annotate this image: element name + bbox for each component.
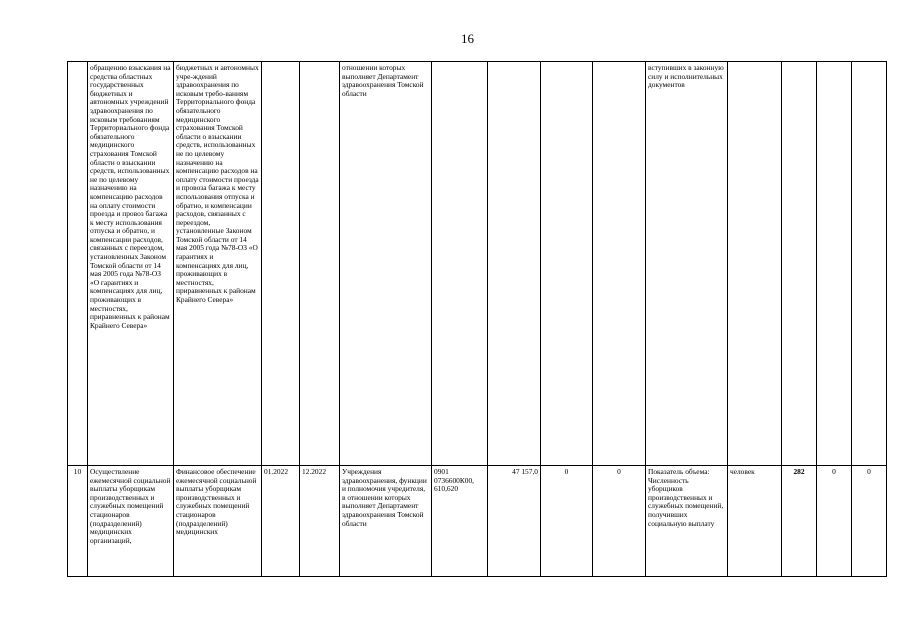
- indicator-cell: вступивших в законную силу и исполнительных документов: [646, 62, 728, 466]
- indicator-2022-cell: 282: [782, 466, 817, 577]
- funding-2022-cell: [488, 62, 541, 466]
- program-table: [67, 61, 887, 577]
- funding-2023-cell: 0: [541, 466, 593, 577]
- indicator-2024-cell: 0: [852, 466, 887, 577]
- funding-2022-cell: 47 157,0: [488, 466, 541, 577]
- unit-cell: [728, 62, 782, 466]
- kbk-cell: 0901 0736600К00, 610,620: [432, 466, 488, 577]
- event-name-cell: Осуществление ежемесячной социальной выплаты уборщикам производственных и служебных помещений стационаров (подразделений) медицинских организаций,: [88, 466, 174, 577]
- funding-2024-cell: 0: [593, 466, 646, 577]
- executor-cell: Учреждения здравоохранения, функции и полномочия учредителя, в отношении которых выполняет Департамент здравоохранения Томской области: [340, 466, 432, 577]
- page-number: 16: [461, 31, 474, 46]
- start-date-cell: 01.2022: [262, 466, 300, 577]
- row-number-cell: 10: [68, 466, 88, 577]
- indicator-cell: Показатель объема: Численность уборщиков производственных и служебных помещений, получивших социальную выплату: [646, 466, 728, 577]
- event-name-cell: обращению взыскания на средства областных государственных бюджетных и автономных учреждений здравоохранения по исковым требованиям Территориального фонда обязательного медицинского страхования Томской области о взыскании средств, использованных не по целевому назначению на компенсацию расходов на оплату стоимости проезда и провоз багажа к месту использования отпуска и обратно, и компенсации расходов, связанных с переездом, установленных Законом Томской области от 14 мая 2005 года №78-ОЗ «О гарантиях и компенсациях для лиц, проживающих в местностях, приравненных к районам Крайнего Севера»: [88, 62, 174, 466]
- event-content-cell: Финансовое обеспечение ежемесячной социальной выплаты уборщикам производственных и служебных помещений стационаров (подразделений) медицинских: [174, 466, 262, 577]
- event-content-cell: бюджетных и автономных учре-ждений здравоохранения по исковым требо-ваниям Территориального фонда обязательного медицинского страхования Томской области о взыскании средств, использованных не по целевому назначению на компенсацию расходов на оплату стоимости проезда и провоза багажа к месту использования отпуска и обратно, и компенсации расходов, связанных с переездом, установленные Законом Томской области от 14 мая 2005 года №78-ОЗ «О гарантиях и компенсациях для лиц, проживающих в местностях, приравненных к районам Крайнего Севера»: [174, 62, 262, 466]
- start-date-cell: [262, 62, 300, 466]
- indicator-2022-cell: [782, 62, 817, 466]
- executor-cell: отношении которых выполняет Департамент здравоохранения Томской области: [340, 62, 432, 466]
- table-row: [68, 466, 887, 577]
- row-number-cell: [68, 62, 88, 466]
- end-date-cell: [300, 62, 340, 466]
- kbk-cell: [432, 62, 488, 466]
- indicator-2024-cell: [852, 62, 887, 466]
- indicator-2023-cell: 0: [817, 466, 852, 577]
- funding-2023-cell: [541, 62, 593, 466]
- funding-2024-cell: [593, 62, 646, 466]
- indicator-2023-cell: [817, 62, 852, 466]
- end-date-cell: 12.2022: [300, 466, 340, 577]
- table-row: [68, 62, 887, 466]
- unit-cell: человек: [728, 466, 782, 577]
